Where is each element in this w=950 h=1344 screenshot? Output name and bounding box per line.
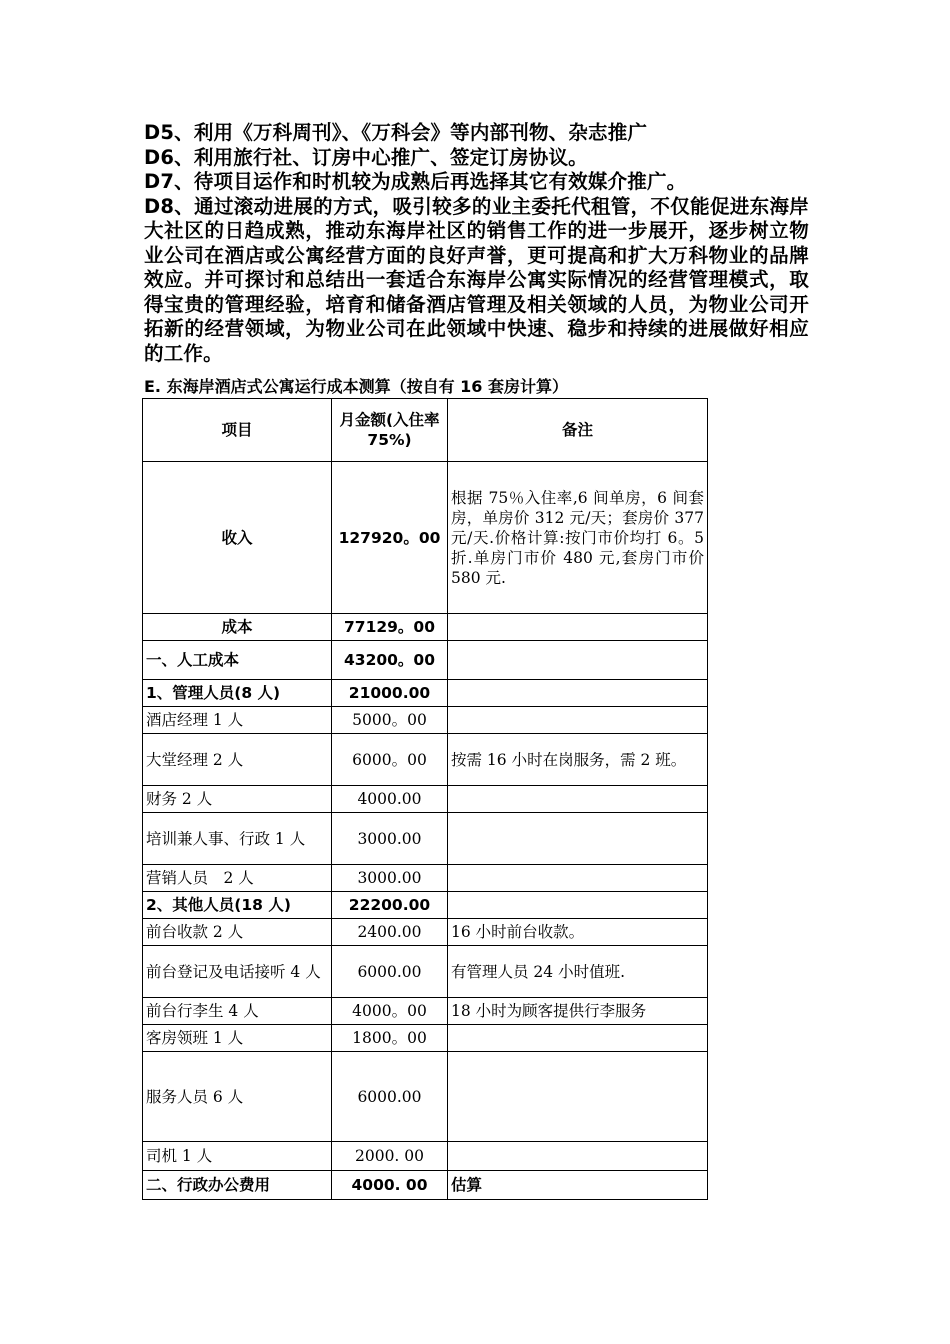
row-note: 16 小时前台收款。 <box>448 919 708 946</box>
row-item: 二、行政办公费用 <box>143 1171 332 1200</box>
table-row <box>143 1052 708 1142</box>
row-amount: 2400.00 <box>332 919 448 946</box>
row-amount: 21000.00 <box>332 680 448 707</box>
table-row <box>143 946 708 998</box>
paragraph-d8: D8、通过滚动进展的方式，吸引较多的业主委托代租管，不仅能促进东海岸大社区的日趋成熟，推动东海岸社区的销售工作的进一步展开，逐步树立物业公司在酒店或公寓经营方面的良好声誉，更可提高和扩大万科物业的品牌效应。并可探讨和总结出一套适合东海岸公寓实际情况的经营管理模式，取得宝贵的管理经验，培育和储备酒店管理及相关领域的人员，为物业公司开拓新的经营领域，为物业公司在此领域中快速、稳步和持续的进展做好相应的工作。 <box>144 194 809 365</box>
row-note <box>448 641 708 680</box>
row-item: 1、管理人员(8 人) <box>143 680 332 707</box>
table-row <box>143 892 708 919</box>
row-item: 财务 2 人 <box>143 786 332 813</box>
table-row <box>143 680 708 707</box>
section-title: E. 东海岸酒店式公寓运行成本测算（按自有 16 套房计算） <box>144 377 568 396</box>
table-row <box>143 998 708 1025</box>
table-row <box>143 865 708 892</box>
row-note: 估算 <box>448 1171 708 1200</box>
cost-table <box>142 398 708 1200</box>
row-note <box>448 892 708 919</box>
header-item: 项目 <box>143 399 332 462</box>
row-amount: 6000。00 <box>332 734 448 786</box>
table-row <box>143 786 708 813</box>
row-item: 前台收款 2 人 <box>143 919 332 946</box>
row-amount: 6000.00 <box>332 946 448 998</box>
paragraph-d6: D6、利用旅行社、订房中心推广、签定订房协议。 <box>144 145 588 169</box>
row-item: 司机 1 人 <box>143 1142 332 1171</box>
row-item: 客房领班 1 人 <box>143 1025 332 1052</box>
row-note <box>448 786 708 813</box>
row-item: 前台登记及电话接听 4 人 <box>143 946 332 998</box>
paragraph-d5: D5、利用《万科周刊》、《万科会》等内部刊物、杂志推广 <box>144 121 648 144</box>
table-row <box>143 1142 708 1171</box>
row-amount: 4000. 00 <box>332 1171 448 1200</box>
row-item: 前台行李生 4 人 <box>143 998 332 1025</box>
row-item: 培训兼人事、行政 1 人 <box>143 813 332 865</box>
row-note <box>448 865 708 892</box>
table-row <box>143 641 708 680</box>
row-item: 收入 <box>143 462 332 614</box>
row-item: 成本 <box>143 614 332 641</box>
row-item: 大堂经理 2 人 <box>143 734 332 786</box>
row-amount: 77129。00 <box>332 614 448 641</box>
row-note <box>448 707 708 734</box>
row-amount: 4000.00 <box>332 786 448 813</box>
row-item: 一、人工成本 <box>143 641 332 680</box>
header-amount: 月金额(入住率 75%) <box>332 399 448 462</box>
paragraph-d7: D7、待项目运作和时机较为成熟后再选择其它有效媒介推广。 <box>144 170 687 193</box>
row-amount: 4000。00 <box>332 998 448 1025</box>
row-note <box>448 614 708 641</box>
row-amount: 6000.00 <box>332 1052 448 1142</box>
row-amount: 3000.00 <box>332 813 448 865</box>
table-row <box>143 707 708 734</box>
row-amount: 1800。00 <box>332 1025 448 1052</box>
row-item: 酒店经理 1 人 <box>143 707 332 734</box>
table-row <box>143 462 708 614</box>
row-amount: 5000。00 <box>332 707 448 734</box>
table-row <box>143 1171 708 1200</box>
row-amount: 127920。00 <box>332 462 448 614</box>
row-note <box>448 680 708 707</box>
row-amount: 43200。00 <box>332 641 448 680</box>
row-amount: 22200.00 <box>332 892 448 919</box>
table-row <box>143 734 708 786</box>
row-note: 按需 16 小时在岗服务，需 2 班。 <box>448 734 708 786</box>
body-text <box>144 121 809 366</box>
table-row <box>143 614 708 641</box>
row-note <box>448 1052 708 1142</box>
row-note: 18 小时为顾客提供行李服务 <box>448 998 708 1025</box>
row-item: 2、其他人员(18 人) <box>143 892 332 919</box>
row-note: 根据 75％入住率,6 间单房，6 间套房，单房价 312 元/天；套房价 377 元/天.价格计算:按门市价均打 6。5 折.单房门市价 480 元,套房门市价 580 元. <box>448 462 708 614</box>
table-row <box>143 813 708 865</box>
header-note: 备注 <box>448 399 708 462</box>
table-header-row <box>143 399 708 462</box>
table-row <box>143 1025 708 1052</box>
row-item: 营销人员 2 人 <box>143 865 332 892</box>
row-note <box>448 1025 708 1052</box>
row-amount: 2000. 00 <box>332 1142 448 1171</box>
row-note: 有管理人员 24 小时值班. <box>448 946 708 998</box>
row-note <box>448 1142 708 1171</box>
row-note <box>448 813 708 865</box>
table-row <box>143 919 708 946</box>
row-item: 服务人员 6 人 <box>143 1052 332 1142</box>
row-amount: 3000.00 <box>332 865 448 892</box>
